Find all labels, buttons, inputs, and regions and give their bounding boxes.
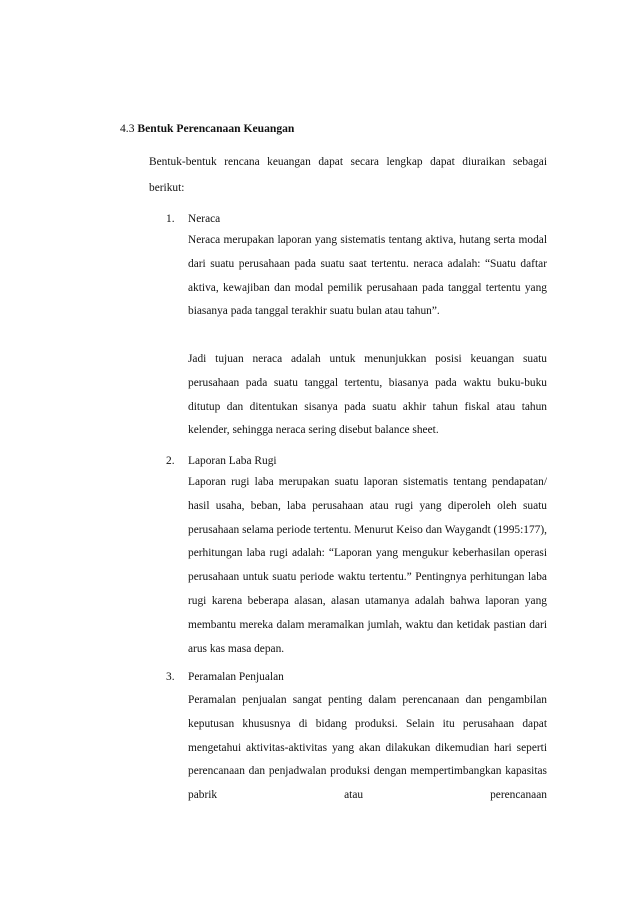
- list-marker: 1.: [166, 213, 175, 225]
- section-heading: [120, 121, 294, 137]
- item-title-text: Neraca: [188, 213, 221, 225]
- list-marker: 2.: [166, 455, 175, 467]
- list-item-title: [166, 453, 277, 469]
- section-number: 4.3: [120, 122, 135, 135]
- list-item-title: [166, 669, 284, 685]
- list-marker: 3.: [166, 671, 175, 683]
- item-paragraph: Peramalan penjualan sangat penting dalam perencanaan dan pengambilan keputusan khususnya di bidang produksi. Selain itu perusahaan dapat mengetahui aktivitas-aktivitas yang akan dilakukan dikemudian hari seperti perencanaan dan penjadwalan produksi dengan mempertimbangkan kapasitas pabrik atau perencanaan: [188, 694, 547, 802]
- item-paragraph: Laporan rugi laba merupakan suatu laporan sistematis tentang pendapatan/ hasil usaha, beban, laba perusahaan atau rugi yang diperoleh oleh suatu perusahaan selama periode tertentu. Menurut Keiso dan Waygandt (1995:177), perhitungan laba rugi adalah: “Laporan yang mengukur keberhasilan operasi perusahaan untuk suatu periode waktu tertentu.” Pentingnya perhitungan laba rugi karena beberapa alasan, alasan utamanya adalah bahwa laporan yang membantu mereka dalam meramalkan jumlah, waktu dan ketidak pastian dari arus kas masa depan.: [188, 476, 547, 655]
- item-title-text: Laporan Laba Rugi: [188, 455, 277, 467]
- intro-paragraph: Bentuk-bentuk rencana keuangan dapat secara lengkap dapat diuraikan sebagai berikut:: [149, 156, 547, 194]
- list-item-title: [166, 211, 220, 227]
- item-paragraph: Jadi tujuan neraca adalah untuk menunjukkan posisi keuangan suatu perusahaan pada suatu tanggal tertentu, biasanya pada waktu buku-buku ditutup dan ditentukan sisanya pada suatu akhir tahun fiskal atau tahun kelender, sehingga neraca sering disebut balance sheet.: [188, 353, 547, 437]
- item-title-text: Peramalan Penjualan: [188, 671, 284, 683]
- section-title: Bentuk Perencanaan Keuangan: [137, 122, 295, 135]
- item-paragraph: Neraca merupakan laporan yang sistematis tentang aktiva, hutang serta modal dari suatu perusahaan pada suatu saat tertentu. neraca adalah: “Suatu daftar aktiva, kewajiban dan modal pemilik perusahaan pada tanggal tertentu yang biasanya pada tanggal terakhir suatu bulan atau tahun”.: [188, 234, 547, 318]
